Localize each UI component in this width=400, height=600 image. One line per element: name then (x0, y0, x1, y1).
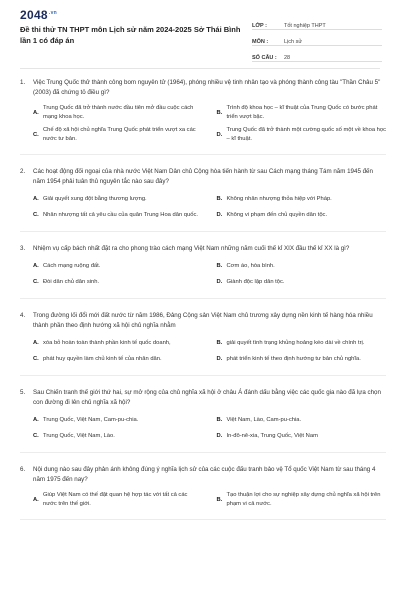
option-letter: A. (33, 109, 39, 116)
option-text: Giúp Việt Nam có thế đặt quan hệ hợp tác với tất cả các nước trên thế giới. (43, 492, 188, 507)
question-2 (20, 167, 386, 232)
question-header (20, 311, 386, 331)
option-text: Đòi dân chủ dân sinh. (43, 278, 100, 285)
option-letter: C. (33, 278, 39, 285)
option-letter: A. (33, 339, 39, 346)
meta-row-subject (252, 30, 382, 46)
question-list (20, 78, 386, 532)
document-title: Đề thi thử TN THPT môn Lịch sử năm 2024-2025 Sở Thái Bình lần 1 có đáp án (20, 25, 241, 45)
option-text: phát huy quyền làm chủ kinh tế của nhân dân. (43, 355, 162, 362)
question-header (20, 244, 386, 254)
answer-option[interactable] (217, 430, 387, 442)
option-text: Việt Nam, Lào, Cam-pu-chia. (226, 416, 302, 423)
answer-options (20, 337, 386, 365)
answer-option[interactable] (33, 276, 203, 288)
logo-main: 2048 (20, 8, 48, 22)
option-text: Chế độ xã hội chủ nghĩa Trung Quốc phát triển vượt xa các nước tư bản. (43, 127, 196, 142)
option-letter: C. (33, 131, 39, 138)
meta-value: Tốt nghiệp THPT (284, 23, 326, 29)
question-number: 4. (20, 312, 26, 319)
answer-options (20, 414, 386, 442)
option-letter: A. (33, 195, 39, 202)
question-text: Trong đường lối đổi mới đất nước từ năm 1986, Đảng Cộng sản Việt Nam chủ trương xây dựng nền kinh tế hàng hóa nhiều thành phần theo định hướng xã hội chủ nghĩa nhằm (33, 312, 373, 329)
answer-option[interactable] (33, 126, 203, 144)
meta-row-class (252, 14, 382, 30)
meta-value: Lịch sử (284, 39, 303, 45)
question-text: Các hoạt động đối ngoại của nhà nước Việt Nam Dân chủ Cộng hòa tiến hành từ sau Cách mạng tháng Tám năm 1945 đến năm 1954 phải tuân thủ nguyên tắc nào sau đây? (33, 168, 373, 185)
option-text: Cơm áo, hòa bình. (226, 262, 275, 269)
answer-option[interactable] (33, 209, 203, 221)
option-text: Nhân nhượng tất cả yêu cầu của quân Trung Hoa dân quốc. (43, 211, 198, 218)
option-text: Trung Quốc, Việt Nam, Lào. (43, 432, 115, 439)
option-letter: B. (216, 339, 223, 346)
answer-option[interactable] (33, 430, 203, 442)
question-6 (20, 465, 386, 520)
option-letter: B. (216, 416, 223, 423)
question-number: 2. (20, 168, 26, 175)
option-text: Cách mạng ruộng đất. (43, 262, 101, 269)
answer-options (20, 491, 386, 509)
option-text: Giải quyết xung đột bằng thương lượng. (43, 195, 147, 202)
question-text: Sau Chiến tranh thế giới thứ hai, sự mở rộng của chủ nghĩa xã hội ở châu Á đánh dấu bằng việc các quốc gia nào đã lựa chọn con đường đi lên chủ nghĩa xã hội? (33, 389, 381, 406)
site-logo[interactable] (20, 8, 57, 22)
option-text: Trình độ khoa học – kĩ thuật của Trung Quốc có bước phát triển vượt bậc. (226, 105, 378, 120)
answer-option[interactable] (33, 353, 203, 365)
question-text: Nội dung nào sau đây phản ánh không đúng ý nghĩa lịch sử của các cuộc đấu tranh bảo vệ Tổ quốc Việt Nam từ sau tháng 4 năm 1975 đến nay? (33, 466, 376, 483)
header-divider (20, 68, 380, 69)
question-1 (20, 78, 386, 155)
answer-option[interactable] (33, 193, 203, 205)
answer-option[interactable] (217, 491, 387, 509)
answer-option[interactable] (217, 104, 387, 122)
option-letter: B. (216, 109, 223, 116)
answer-option[interactable] (217, 353, 387, 365)
answer-option[interactable] (217, 209, 387, 221)
answer-option[interactable] (217, 260, 387, 272)
answer-option[interactable] (33, 337, 203, 349)
answer-options (20, 104, 386, 144)
question-text: Nhiệm vụ cấp bách nhất đặt ra cho phong trào cách mạng Việt Nam những năm cuối thế kỉ XIX đầu thế kỉ XX là gì? (33, 245, 350, 252)
question-number: 3. (20, 245, 26, 252)
meta-value: 28 (284, 55, 291, 61)
header (0, 0, 400, 66)
option-text: Không vi phạm đến chủ quyền dân tộc. (226, 211, 328, 218)
question-number: 6. (20, 466, 26, 473)
option-letter: A. (33, 262, 39, 269)
option-text: In-đô-nê-xia, Trung Quốc, Việt Nam (226, 432, 318, 439)
question-3 (20, 244, 386, 299)
option-letter: A. (33, 416, 39, 423)
option-text: Trung Quốc đã trở thành một cường quốc số một về khoa học – kĩ thuật. (226, 127, 386, 142)
option-text: Không nhân nhượng thỏa hiệp với Pháp. (226, 195, 332, 202)
option-letter: D. (216, 131, 223, 138)
meta-label: MÔN : (252, 39, 269, 45)
question-header (20, 465, 386, 485)
meta-label: LỚP : (252, 23, 267, 29)
answer-option[interactable] (217, 193, 387, 205)
option-text: Giành độc lập dân tộc. (226, 278, 285, 285)
option-text: Trung Quốc đã trở thành nước đầu tiên mở đầu cuộc cách mạng khoa học. (43, 105, 194, 120)
option-letter: D. (216, 278, 223, 285)
question-5 (20, 388, 386, 453)
option-letter: A. (33, 496, 39, 503)
answer-options (20, 260, 386, 288)
option-letter: D. (216, 355, 223, 362)
question-header (20, 167, 386, 187)
option-text: phát triển kinh tế theo định hướng tư bản chủ nghĩa. (226, 355, 361, 362)
option-text: Tạo thuận lợi cho sự nghiệp xây dựng chủ nghĩa xã hội trên phạm vi cả nước. (226, 492, 381, 507)
answer-option[interactable] (217, 414, 387, 426)
option-letter: C. (33, 211, 39, 218)
option-letter: D. (216, 211, 223, 218)
logo-sub: .vn (48, 10, 58, 16)
option-letter: C. (33, 432, 39, 439)
meta-info (252, 14, 382, 62)
question-header (20, 78, 386, 98)
meta-row-count (252, 46, 382, 62)
option-letter: D. (216, 432, 223, 439)
question-text: Việc Trung Quốc thử thành công bom nguyên tử (1964), phóng nhiều vệ tinh nhân tạo và phóng thành công tàu "Thần Châu 5" (2003) đã chứng tỏ điều gì? (33, 79, 381, 96)
option-letter: C. (33, 355, 39, 362)
option-text: xóa bỏ hoàn toàn thành phần kinh tế quốc doanh, (43, 339, 171, 346)
answer-option[interactable] (33, 260, 203, 272)
answer-option[interactable] (33, 104, 203, 122)
option-letter: B. (216, 262, 223, 269)
question-number: 5. (20, 389, 26, 396)
answer-option[interactable] (217, 276, 387, 288)
question-4 (20, 311, 386, 376)
question-header (20, 388, 386, 408)
meta-label: SỐ CÂU : (252, 55, 277, 61)
answer-option[interactable] (217, 337, 387, 349)
answer-option[interactable] (217, 126, 387, 144)
answer-option[interactable] (33, 414, 203, 426)
answer-options (20, 193, 386, 221)
option-letter: B. (216, 195, 223, 202)
option-text: giải quyết tình trạng khủng hoảng kéo dài về chính trị. (226, 339, 365, 346)
option-text: Trung Quốc, Việt Nam, Cam-pu-chia. (43, 416, 139, 423)
answer-option[interactable] (33, 491, 203, 509)
question-number: 1. (20, 79, 26, 86)
option-letter: B. (216, 496, 223, 503)
